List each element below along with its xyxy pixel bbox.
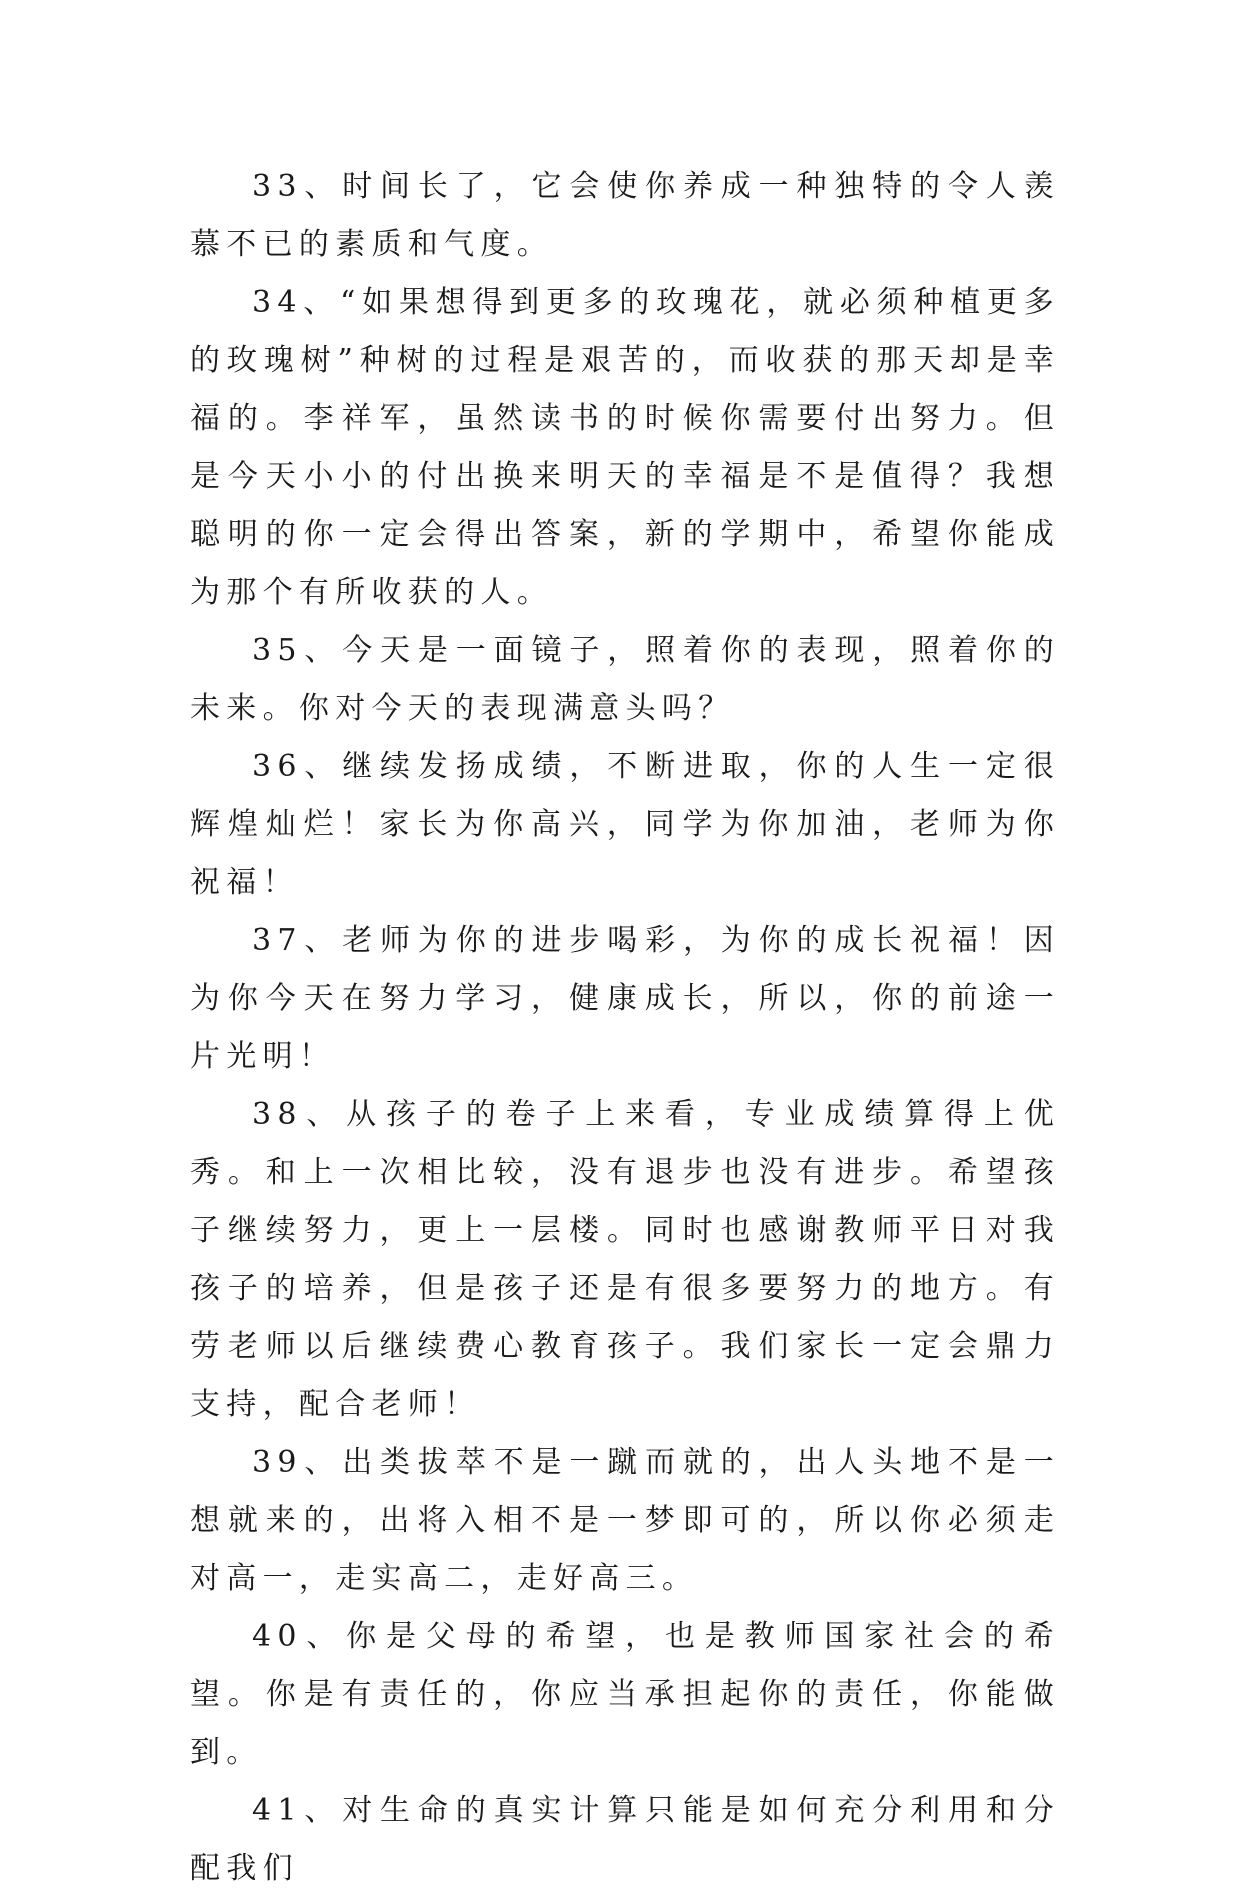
paragraph-35: 35、今天是一面镜子，照着你的表现，照着你的未来。你对今天的表现满意头吗？: [190, 633, 1060, 726]
paragraph-41: 41、对生命的真实计算只能是如何充分利用和分配我们: [190, 1793, 1060, 1886]
paragraph-37: 37、老师为你的进步喝彩，为你的成长祝福！因为你今天在努力学习，健康成长，所以，你的前途一片光明！: [190, 923, 1060, 1074]
paragraph-40: 40、你是父母的希望，也是教师国家社会的希望。你是有责任的，你应当承担起你的责任，你能做到。: [190, 1619, 1060, 1770]
document-body: [190, 158, 1060, 1898]
paragraph-34: 34、“如果想得到更多的玫瑰花，就必须种植更多的玫瑰树”种树的过程是艰苦的，而收获的那天却是幸福的。李祥军，虽然读书的时候你需要付出努力。但是今天小小的付出换来明天的幸福是不是值得？我想聪明的你一定会得出答案，新的学期中，希望你能成为那个有所收获的人。: [190, 285, 1060, 610]
paragraph-36: 36、继续发扬成绩，不断进取，你的人生一定很辉煌灿烂！家长为你高兴，同学为你加油，老师为你祝福！: [190, 749, 1060, 900]
paragraph-33: 33、时间长了，它会使你养成一种独特的令人羡慕不已的素质和气度。: [190, 169, 1060, 262]
paragraph-39: 39、出类拔萃不是一蹴而就的，出人头地不是一想就来的，出将入相不是一梦即可的，所以你必须走对高一，走实高二，走好高三。: [190, 1445, 1060, 1596]
paragraph-38: 38、从孩子的卷子上来看，专业成绩算得上优秀。和上一次相比较，没有退步也没有进步。希望孩子继续努力，更上一层楼。同时也感谢教师平日对我孩子的培养，但是孩子还是有很多要努力的地方。有劳老师以后继续费心教育孩子。我们家长一定会鼎力支持，配合老师！: [190, 1097, 1060, 1422]
